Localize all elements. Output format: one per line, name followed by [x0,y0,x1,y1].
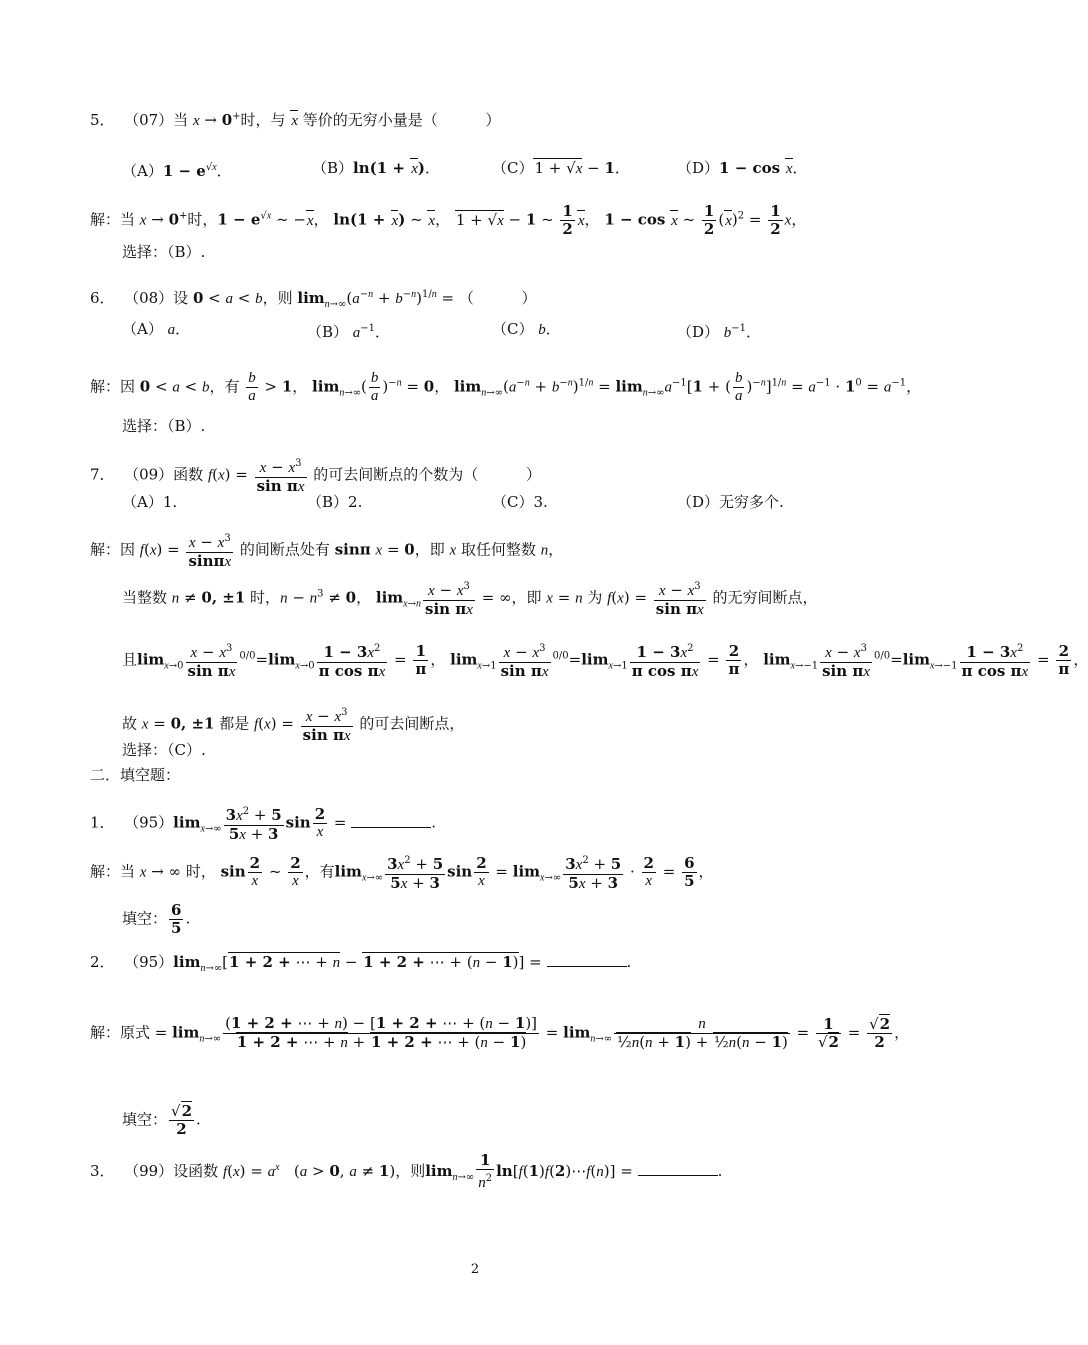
question-5-solution: 解：当 x → 0+时，$1 - e^{√x}$ ~ −x， ln(1 + x) ~ x， 1 + √x − 1 ~ $\frac{1}{2}$ x， 1 − cos x ~ $\frac{1}{2}$ $(x)^2$ = $\frac{1}{2}$ x， [90,202,807,238]
question-5: 5． （07）当 x → 0+时，与 x 等价的无穷小量是（ ） [90,111,501,129]
fill-question-1: 1． $(95)\lim_{x\to\infty}$ $\frac{3x^2 + 5}{5x + 3}$ sin $\frac{2}{x}$ = . [90,805,437,843]
question-6: 6． （08）设 0 < a < b，则 $\lim_{n\to\infty}(a^{-n} + b^{-n})^{1/n}$ = （ ） [90,289,537,310]
fill-question-2: 2． $(95)\lim_{n\to\infty}[1 + 2$ + ⋯ + n − 1 + 2 + ⋯ + (n − 1)] = . [90,953,632,974]
fill-1-answer: 填空： $\frac{6}{5}$ . [122,901,191,937]
question-7-solution-4: 故 x = 0, ±1 都是 f(x) = $\frac{x - x^3}{\text{sin πx}}$ 的可去间断点， [122,704,464,745]
question-7-solution-2: 当整数 n ≠ 0, ±1 时，$n - n^3 \ne 0$， $\lim_{x\to n}$ $\frac{x - x^3}{\text{sin πx}}$ = ∞，即 x = n 为 f(x) = $\frac{x - x^3}{\text{sin πx}}$ 的无穷间断点， [122,578,818,619]
question-5-answer: 选择：（B）. [122,243,206,261]
section-heading: 二．填空题： [90,766,181,784]
fill-2-solution: 解：原式 = $\lim_{n\to\infty}$ $\frac{(1 + 2 + \cdots + n) - [1 + 2 + \cdots + (n - 1)]}{1 + 2 + \cdots + n + 1 + 2 + \cdots + (n - 1)}$ = $\lim_{n\to\infty}$ $\frac{n}{\text{½n(n + 1) + ½n(n − 1)}}$ = $\frac{1}{√2}$ = $\frac{√2}{2}$ ， [90,1014,910,1051]
question-7: 7． （09）函数 f(x) = $\frac{x - x^3}{\text{sin πx}}$ 的可去间断点的个数为（ ） [90,455,541,496]
answer-blank [351,813,431,828]
question-6-answer: 选择：（B）. [122,417,206,435]
question-7-answer: 选择：（C）. [122,741,206,759]
question-7-solution-3: 且$\lim_{x\to 0}$ $\frac{x - x^3}{\text{sin πx}}$ $^{0/0}=\lim_{x\to 0}$ $\frac{1 - 3x^2}{\text{π cos πx}}$ = $\frac{1}{\pi}$ ， $\lim_{x\to 1}$ $\frac{x - x^3}{\text{sin πx}}$ $^{0/0}=\lim_{x\to 1}$ $\frac{1 - 3x^2}{\text{π cos πx}}$ = $\frac{2}{\pi}$ ， $\lim_{x\to-1}$ $\frac{x - x^3}{\text{sin πx}}$ $^{0/0}=\lim_{x\to-1}$ $\frac{1 - 3x^2}{\text{π cos πx}}$ = $\frac{2}{\pi}$ ， [122,642,1088,680]
fill-2-answer: 填空： $\frac{√2}{2}$ . [122,1102,201,1138]
question-7-solution-1: 解：因 f(x) = $\frac{x - x^3}{\sin\pi x}$ 的间断点处有 sinπ x = 0，即 x 取任何整数 n， [90,530,563,571]
answer-blank [547,952,627,967]
answer-blank [638,1161,718,1176]
page-number: 2 [470,1262,480,1277]
question-6-solution: 解：因 0 < a < b，有 $\frac{b}{a}$ > 1， $\lim_{n\to\infty}$( $\frac{b}{a}$ )$^{-n}$ = 0， $\lim_{n\to\infty}(a^{-n} + b^{-n})^{1/n} = \lim_{n\to\infty}a^{-1}[1$ + ( $\frac{b}{a}$ )$^{-n}]^{1/n} = a^{-1} \cdot 1^0 = a^{-1}$， [90,370,922,404]
fill-question-3: 3． （99）设函数 $f(x) = a^x$ (a > 0, a ≠ 1)，则$\lim_{n\to\infty}$ $\frac{1}{n^2}$ ln[f(1)f(2)⋯f(n)] = . [90,1151,723,1191]
fill-1-solution: 解：当 x → ∞ 时， sin $\frac{2}{x}$ ~ $\frac{2}{x}$ ，有$\lim_{x\to\infty}$ $\frac{3x^2 + 5}{5x + 3}$ sin $\frac{2}{x}$ = $\lim_{x\to\infty}$ $\frac{3x^2 + 5}{5x + 3}$ · $\frac{2}{x}$ = $\frac{6}{5}$ ， [90,854,714,892]
